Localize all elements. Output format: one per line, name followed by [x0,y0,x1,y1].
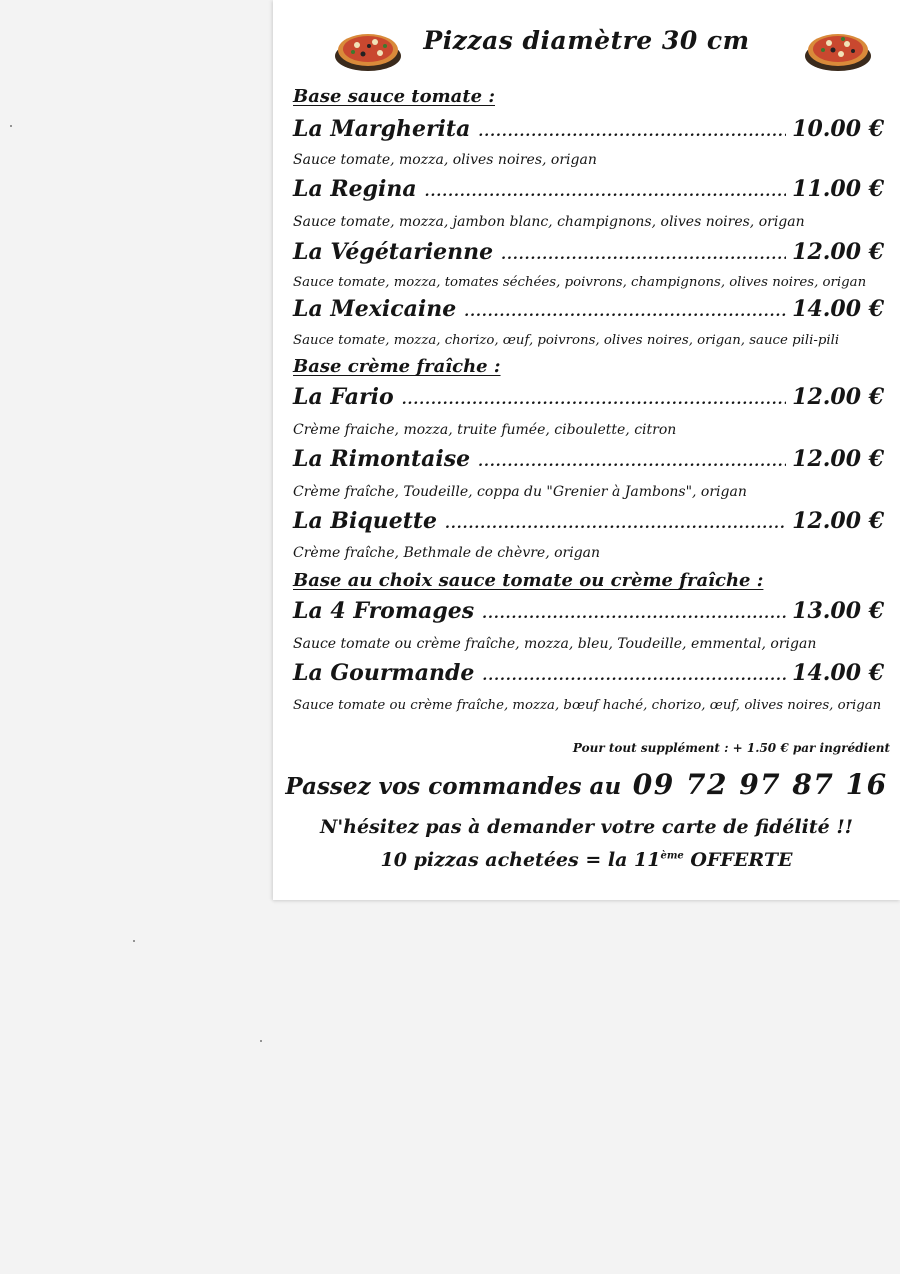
menu-title: Pizzas diamètre 30 cm [423,26,750,55]
item-name: La Gourmande [293,660,475,686]
order-label: Passez vos commandes au [285,773,622,800]
menu-item-gourmande [293,660,884,690]
item-description: Crème fraîche, Toudeille, coppa du "Grenier à Jambons", origan [293,484,747,500]
item-name: La Rimontaise [293,446,471,472]
menu-item-fario [293,384,884,414]
item-description: Sauce tomate, mozza, jambon blanc, champignons, olives noires, origan [293,214,805,230]
scan-speck [10,125,12,127]
item-description: Crème fraiche, mozza, truite fumée, ciboulette, citron [293,422,677,438]
menu-item-4-fromages [293,598,884,628]
item-description: Sauce tomate ou crème fraîche, mozza, bœuf haché, chorizo, œuf, olives noires, origan [293,698,882,713]
item-name: La Mexicaine [293,296,457,322]
item-name: La 4 Fromages [293,598,475,624]
offer-superscript: ème [660,850,684,862]
menu-item-mexicaine [293,296,884,326]
menu-item-regina [293,176,884,206]
item-description: Sauce tomate ou crème fraîche, mozza, bleu, Toudeille, emmental, origan [293,636,817,652]
menu-item-biquette [293,508,884,538]
menu-item-margherita [293,116,884,146]
supplement-note: Pour tout supplément : + 1.50 € par ingrédient [572,741,890,755]
item-name: La Regina [293,176,417,202]
dot-leader [482,606,786,622]
dot-leader [464,304,786,320]
offer-line [273,849,900,871]
order-line [273,768,900,801]
dot-leader [425,184,786,200]
dot-leader [501,247,786,263]
menu-item-vegetarienne [293,239,884,269]
item-price: 13.00 € [792,598,884,624]
dot-leader [478,124,786,140]
section-base-tomate: Base sauce tomate : [293,86,495,107]
item-price: 14.00 € [792,660,884,686]
offer-suffix: OFFERTE [690,849,793,871]
scan-speck [133,940,135,942]
item-name: La Biquette [293,508,438,534]
menu-item-rimontaise [293,446,884,476]
dot-leader [478,454,786,470]
phone-number: 09 72 97 87 16 [632,768,888,801]
item-price: 12.00 € [792,384,884,410]
item-price: 12.00 € [792,446,884,472]
item-name: La Végétarienne [293,239,494,265]
item-description: Crème fraîche, Bethmale de chèvre, origan [293,545,601,561]
section-base-creme: Base crème fraîche : [293,356,501,377]
item-name: La Margherita [293,116,471,142]
offer-prefix: 10 pizzas achetées = la 11 [380,849,661,871]
menu-sheet [273,0,900,900]
item-price: 12.00 € [792,239,884,265]
dot-leader [445,516,786,532]
item-price: 10.00 € [792,116,884,142]
item-description: Sauce tomate, mozza, olives noires, origan [293,152,597,168]
dot-leader [482,668,786,684]
item-price: 12.00 € [792,508,884,534]
item-price: 11.00 € [792,176,884,202]
item-description: Sauce tomate, mozza, chorizo, œuf, poivrons, olives noires, origan, sauce pili-pili [293,333,840,348]
section-base-choix: Base au choix sauce tomate ou crème fraîche : [293,570,764,591]
dot-leader [402,392,786,408]
fidelity-note: N'hésitez pas à demander votre carte de fidélité !! [319,816,854,838]
item-price: 14.00 € [792,296,884,322]
item-name: La Fario [293,384,394,410]
item-description: Sauce tomate, mozza, tomates séchées, poivrons, champignons, olives noires, origan [293,275,867,290]
scan-speck [260,1040,262,1042]
